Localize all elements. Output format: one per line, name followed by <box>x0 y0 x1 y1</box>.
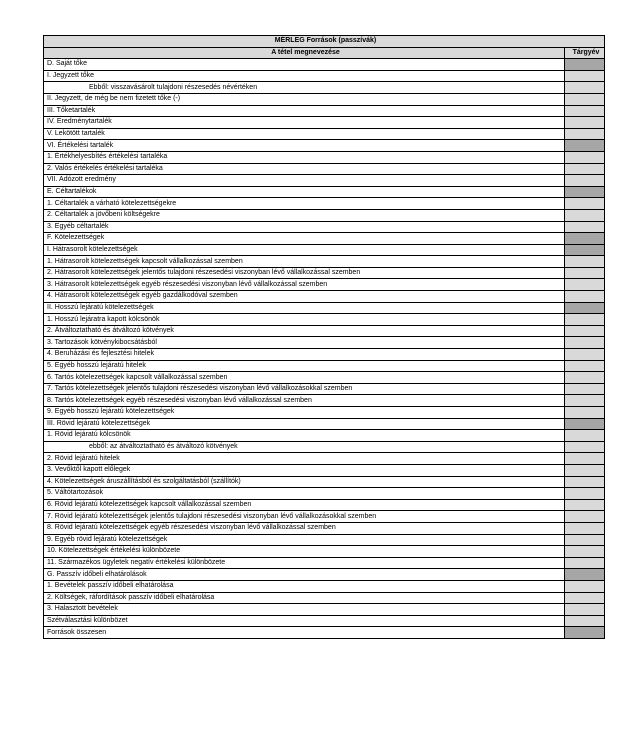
year-value-cell[interactable] <box>565 557 605 569</box>
item-column-header: A tétel megnevezése <box>44 47 565 59</box>
year-value-cell[interactable] <box>565 175 605 187</box>
row-label: 4. Hátrasorolt kötelezettségek egyéb gazdálkodóval szemben <box>44 291 565 303</box>
row-label: 1. Értékhelyesbítés értékelési tartaléka <box>44 151 565 163</box>
table-row <box>44 70 605 82</box>
row-label: 4. Beruházási és fejlesztési hitelek <box>44 349 565 361</box>
table-row <box>44 128 605 140</box>
row-label: Források összesen <box>44 627 565 639</box>
table-row <box>44 604 605 616</box>
year-value-cell[interactable] <box>565 395 605 407</box>
table-row <box>44 534 605 546</box>
year-value-cell[interactable] <box>565 383 605 395</box>
table-row <box>44 291 605 303</box>
table-row <box>44 82 605 94</box>
year-value-cell[interactable] <box>565 279 605 291</box>
row-label: 6. Rövid lejáratú kötelezettségek kapcsolt vállalkozással szemben <box>44 499 565 511</box>
table-row <box>44 325 605 337</box>
table-row <box>44 430 605 442</box>
row-label: VII. Adózott eredmény <box>44 175 565 187</box>
table-row <box>44 314 605 326</box>
row-label: G. Passzív időbeli elhatárolások <box>44 569 565 581</box>
table-row <box>44 93 605 105</box>
title-row <box>44 36 605 48</box>
row-label: I. Jegyzett tőke <box>44 70 565 82</box>
year-value-cell[interactable] <box>565 522 605 534</box>
year-value-cell[interactable] <box>565 592 605 604</box>
year-value-cell[interactable] <box>565 569 605 581</box>
table-row <box>44 615 605 627</box>
row-label: IV. Eredménytartalék <box>44 117 565 129</box>
year-value-cell[interactable] <box>565 627 605 639</box>
year-value-cell[interactable] <box>565 430 605 442</box>
table-row <box>44 592 605 604</box>
row-label: 2. Hátrasorolt kötelezettségek jelentős tulajdoni részesedési viszonyban lévő vállalkozással szemben <box>44 267 565 279</box>
table-row <box>44 453 605 465</box>
table-row <box>44 464 605 476</box>
row-label: I. Hátrasorolt kötelezettségek <box>44 244 565 256</box>
row-label: Szétválasztási különbözet <box>44 615 565 627</box>
year-value-cell[interactable] <box>565 82 605 94</box>
row-label: 8. Tartós kötelezettségek egyéb részesedési viszonyban lévő vállalkozással szemben <box>44 395 565 407</box>
year-value-cell[interactable] <box>565 615 605 627</box>
table-row <box>44 407 605 419</box>
year-value-cell[interactable] <box>565 453 605 465</box>
table-row <box>44 476 605 488</box>
table-row <box>44 372 605 384</box>
row-label: 3. Halasztott bevételek <box>44 604 565 616</box>
row-label: E. Céltartalékok <box>44 186 565 198</box>
table-row <box>44 488 605 500</box>
year-value-cell[interactable] <box>565 267 605 279</box>
row-label: Ebből: visszavásárolt tulajdoni részesedés névértéken <box>44 82 565 94</box>
table-row <box>44 140 605 152</box>
table-row <box>44 557 605 569</box>
table-row <box>44 349 605 361</box>
row-label: 3. Vevőktől kapott előlegek <box>44 464 565 476</box>
row-label: 10. Kötelezettségek értékelési különbözete <box>44 546 565 558</box>
table-row <box>44 418 605 430</box>
row-label: V. Lekötött tartalék <box>44 128 565 140</box>
table-row <box>44 105 605 117</box>
row-label: 2. Valós értékelés értékelési tartaléka <box>44 163 565 175</box>
table-row <box>44 580 605 592</box>
table-row <box>44 360 605 372</box>
table-row <box>44 546 605 558</box>
table-row <box>44 279 605 291</box>
table-row <box>44 499 605 511</box>
balance-sheet-table <box>43 35 605 639</box>
table-row <box>44 511 605 523</box>
row-label: 11. Származékos ügyletek negatív értékelési különbözete <box>44 557 565 569</box>
row-label: 3. Egyéb céltartalék <box>44 221 565 233</box>
year-value-cell[interactable] <box>565 117 605 129</box>
year-value-cell[interactable] <box>565 580 605 592</box>
year-value-cell[interactable] <box>565 209 605 221</box>
table-row <box>44 209 605 221</box>
row-label: 3. Tartozások kötvénykibocsátásból <box>44 337 565 349</box>
table-row <box>44 163 605 175</box>
row-label: VI. Értékelési tartalék <box>44 140 565 152</box>
table-row <box>44 569 605 581</box>
year-value-cell[interactable] <box>565 93 605 105</box>
year-value-cell[interactable] <box>565 464 605 476</box>
year-value-cell[interactable] <box>565 105 605 117</box>
row-label: 2. Átváltoztatható és átváltozó kötvények <box>44 325 565 337</box>
year-value-cell[interactable] <box>565 221 605 233</box>
row-label: ebből: az átváltoztatható és átváltozó kötvények <box>44 441 565 453</box>
row-label: 5. Váltótartozások <box>44 488 565 500</box>
row-label: II. Hosszú lejáratú kötelezettségek <box>44 302 565 314</box>
table-title: MÉRLEG Források (passzívák) <box>44 36 605 48</box>
table-row <box>44 302 605 314</box>
table-row <box>44 522 605 534</box>
year-value-cell[interactable] <box>565 151 605 163</box>
row-label: 7. Rövid lejáratú kötelezettségek jelentős tulajdoni részesedési viszonyban lévő vállalkozásokkal szemben <box>44 511 565 523</box>
year-value-cell[interactable] <box>565 546 605 558</box>
table-row <box>44 627 605 639</box>
row-label: 1. Rövid lejáratú kölcsönök <box>44 430 565 442</box>
year-value-cell[interactable] <box>565 534 605 546</box>
row-label: 5. Egyéb hosszú lejáratú hitelek <box>44 360 565 372</box>
row-label: III. Tőketartalék <box>44 105 565 117</box>
year-value-cell[interactable] <box>565 163 605 175</box>
row-label: 7. Tartós kötelezettségek jelentős tulajdoni részesedési viszonyban lévő vállalkozásokkal szemben <box>44 383 565 395</box>
row-label: 9. Egyéb hosszú lejáratú kötelezettségek <box>44 407 565 419</box>
year-value-cell[interactable] <box>565 256 605 268</box>
row-label: 6. Tartós kötelezettségek kapcsolt vállalkozással szemben <box>44 372 565 384</box>
year-value-cell[interactable] <box>565 407 605 419</box>
header-row <box>44 47 605 59</box>
row-label: 2. Költségek, ráfordítások passzív időbeli elhatárolása <box>44 592 565 604</box>
year-value-cell[interactable] <box>565 198 605 210</box>
row-label: 8. Rövid lejáratú kötelezettségek egyéb részesedési viszonyban lévő vállalkozással szemben <box>44 522 565 534</box>
year-value-cell[interactable] <box>565 441 605 453</box>
year-value-cell[interactable] <box>565 488 605 500</box>
row-label: 4. Kötelezettségek áruszállításból és szolgáltatásból (szállítók) <box>44 476 565 488</box>
year-value-cell[interactable] <box>565 325 605 337</box>
table-row <box>44 383 605 395</box>
table-row <box>44 221 605 233</box>
table-row <box>44 267 605 279</box>
year-value-cell[interactable] <box>565 476 605 488</box>
year-value-cell[interactable] <box>565 233 605 245</box>
year-value-cell[interactable] <box>565 128 605 140</box>
year-value-cell[interactable] <box>565 314 605 326</box>
year-value-cell[interactable] <box>565 291 605 303</box>
year-value-cell[interactable] <box>565 372 605 384</box>
year-column-header[interactable]: Tárgyév <box>565 47 605 59</box>
year-value-cell[interactable] <box>565 59 605 71</box>
year-value-cell[interactable] <box>565 604 605 616</box>
row-label: 3. Hátrasorolt kötelezettségek egyéb részesedési viszonyban lévő vállalkozással szemben <box>44 279 565 291</box>
row-label: 9. Egyéb rövid lejáratú kötelezettségek <box>44 534 565 546</box>
table-row <box>44 198 605 210</box>
table-row <box>44 337 605 349</box>
row-label: 1. Hátrasorolt kötelezettségek kapcsolt vállalkozással szemben <box>44 256 565 268</box>
year-value-cell[interactable] <box>565 70 605 82</box>
table-row <box>44 233 605 245</box>
row-label: 1. Hosszú lejáratra kapott kölcsönök <box>44 314 565 326</box>
table-row <box>44 117 605 129</box>
table-row <box>44 256 605 268</box>
year-value-cell[interactable] <box>565 302 605 314</box>
year-value-cell[interactable] <box>565 349 605 361</box>
year-value-cell[interactable] <box>565 499 605 511</box>
year-value-cell[interactable] <box>565 511 605 523</box>
table-row <box>44 59 605 71</box>
table-row <box>44 186 605 198</box>
row-label: III. Rövid lejáratú kötelezettségek <box>44 418 565 430</box>
table-row <box>44 244 605 256</box>
table-row <box>44 441 605 453</box>
table-row <box>44 395 605 407</box>
table-row <box>44 175 605 187</box>
year-value-cell[interactable] <box>565 140 605 152</box>
year-value-cell[interactable] <box>565 337 605 349</box>
row-label: 1. Céltartalék a várható kötelezettségekre <box>44 198 565 210</box>
row-label: 2. Céltartalék a jövőbeni költségekre <box>44 209 565 221</box>
row-label: 1. Bevételek passzív időbeli elhatárolása <box>44 580 565 592</box>
row-label: F. Kötelezettségek <box>44 233 565 245</box>
year-value-cell[interactable] <box>565 186 605 198</box>
row-label: II. Jegyzett, de még be nem fizetett tőke (-) <box>44 93 565 105</box>
row-label: 2. Rövid lejáratú hitelek <box>44 453 565 465</box>
table-row <box>44 151 605 163</box>
year-value-cell[interactable] <box>565 418 605 430</box>
year-value-cell[interactable] <box>565 360 605 372</box>
year-value-cell[interactable] <box>565 244 605 256</box>
row-label: D. Saját tőke <box>44 59 565 71</box>
